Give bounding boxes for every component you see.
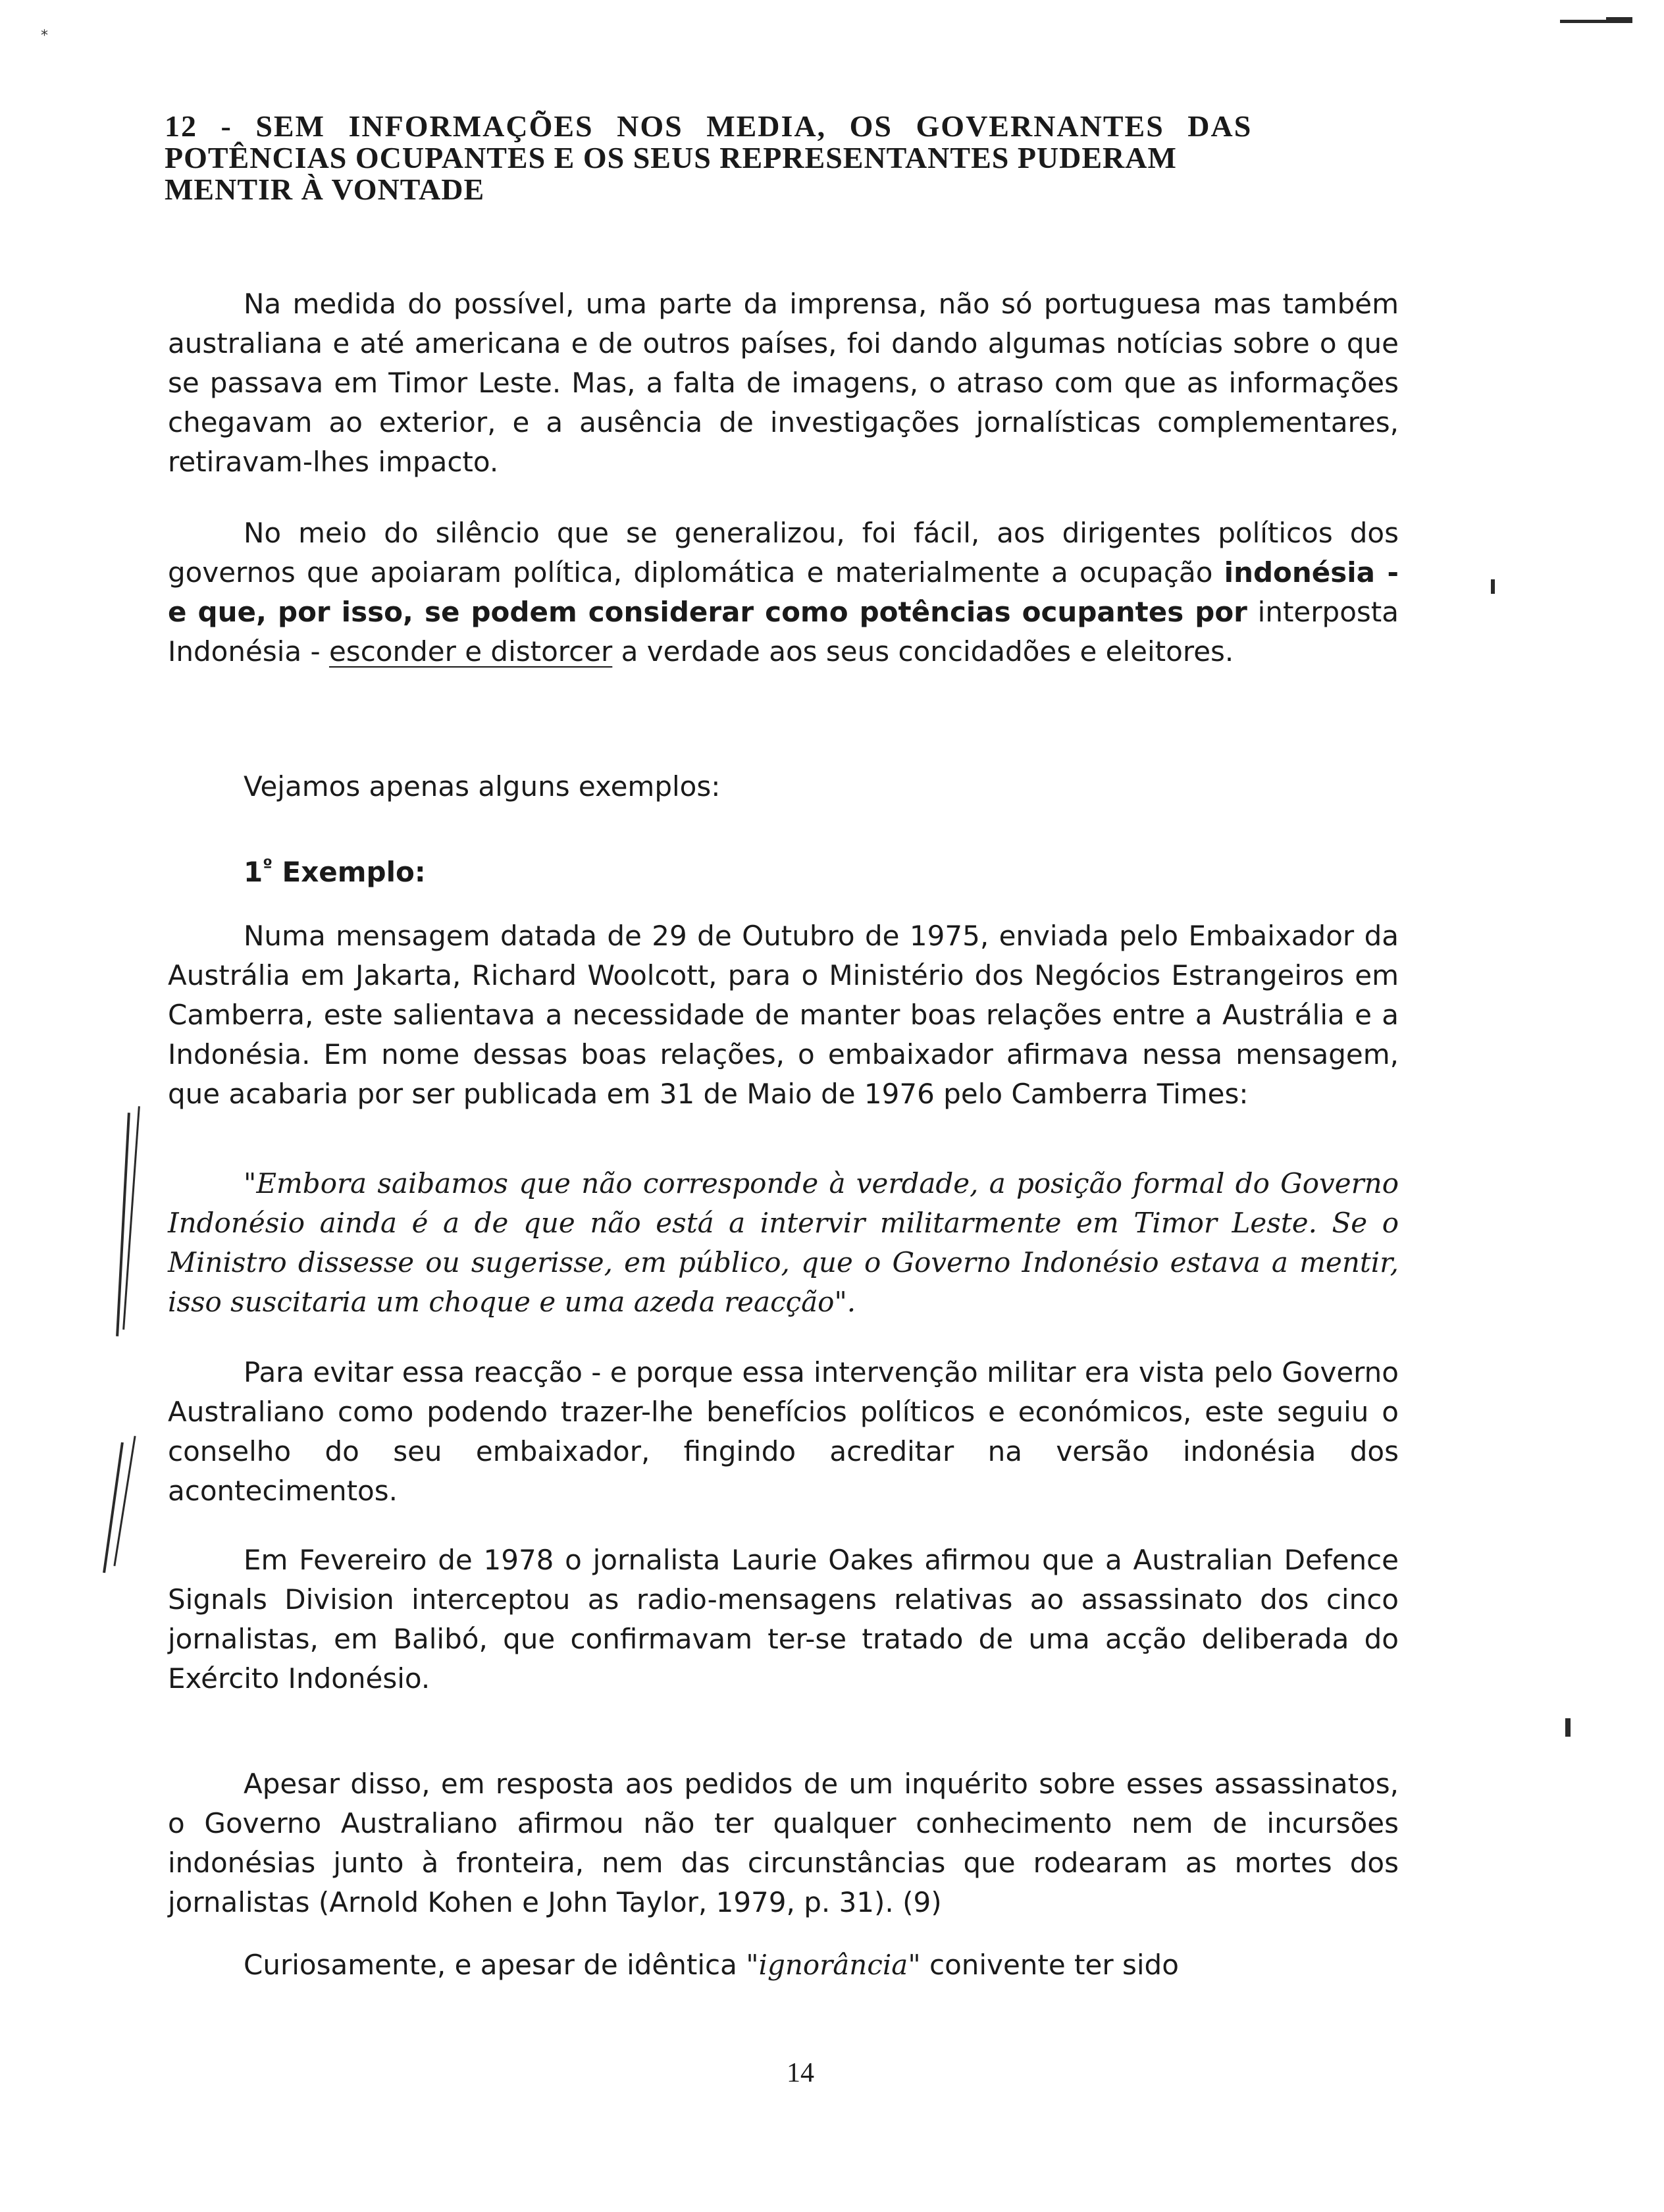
margin-mark-line-4 — [113, 1436, 136, 1566]
quote-block: "Embora saibamos que não corresponde à verdade, a posição formal do Governo Indonésio ainda é a de que não está a intervir militarmente em Timor Leste. Se o Ministro dissesse ou sugerisse, em público, que o Governo Indonésio estava a mentir, isso suscitaria um choque e uma azeda reacção". — [168, 1167, 1399, 1318]
example-heading-ordinal: º — [263, 856, 273, 876]
example-heading-text: Exemplo: — [272, 856, 426, 888]
paragraph-2-end: a verdade aos seus concidadões e eleitores. — [612, 635, 1234, 668]
paragraph-5: Para evitar essa reacção - e porque essa intervenção militar era vista pelo Governo Australiano como podendo trazer-lhe benefícios políticos e económicos, este seguiu o conselho do seu embaixador, fingindo acreditar na versão indonésia dos acontecimentos. — [168, 1356, 1399, 1507]
example-heading — [244, 846, 426, 892]
heading-line-2: POTÊNCIAS OCUPANTES E OS SEUS REPRESENTANTES PUDERAM — [165, 141, 1177, 174]
example-heading-number: 1 — [244, 856, 263, 888]
paragraph-8-end: conivente ter sido — [920, 1949, 1179, 1981]
scan-mark-top-right — [1560, 20, 1606, 23]
section-heading — [165, 111, 1402, 205]
paragraph-8-start: Curiosamente, e apesar de idêntica — [244, 1949, 746, 1981]
scan-mark-right-1 — [1491, 579, 1495, 594]
heading-line-1: 12 - SEM INFORMAÇÕES NOS MEDIA, OS GOVERNANTES DAS — [165, 109, 1253, 143]
paragraph-1: Na medida do possível, uma parte da imprensa, não só portuguesa mas também australiana e até americana e de outros países, foi dando algumas notícias sobre o que se passava em Timor Leste. Mas, a falta de imagens, o atraso com que as informações chegavam ao exterior, e a ausência de investigações jornalísticas complementares, retiravam-lhes impacto. — [168, 288, 1399, 478]
paragraph-4: Numa mensagem datada de 29 de Outubro de 1975, enviada pelo Embaixador da Austrália em Jakarta, Richard Woolcott, para o Ministério dos Negócios Estrangeiros em Camberra, este salientava a necessidade de manter boas relações entre a Austrália e a Indonésia. Em nome dessas boas relações, o embaixador afirmava nessa mensagem, que acabaria por ser publicada em 31 de Maio de 1976 pelo Camberra Times: — [168, 920, 1399, 1110]
paragraph-8 — [168, 1945, 1399, 1985]
paragraph-2-underlined: esconder e distorcer — [328, 635, 613, 668]
margin-mark-line-2 — [122, 1106, 140, 1329]
paragraph-2-bold: indonésia - e que, por isso, se podem considerar como potências ocupantes por — [168, 556, 1399, 628]
paragraph-3: Vejamos apenas alguns exemplos: — [244, 770, 721, 803]
scan-mark-right-2 — [1565, 1718, 1571, 1737]
margin-mark-line-3 — [103, 1442, 124, 1573]
paragraph-2-mid: interposta Indonésia - — [168, 596, 1399, 668]
paragraph-8-italic: "ignorância" — [746, 1949, 921, 1981]
margin-mark-line-1 — [116, 1113, 130, 1336]
heading-line-3: MENTIR À VONTADE — [165, 172, 485, 206]
page-number: 14 — [787, 2058, 814, 2088]
scan-mark-top-right-2 — [1606, 17, 1632, 23]
scan-speck: * — [41, 28, 48, 44]
paragraph-2 — [168, 514, 1399, 672]
paragraph-6: Em Fevereiro de 1978 o jornalista Laurie Oakes afirmou que a Australian Defence Signals Division interceptou as radio-mensagens relativas ao assassinato dos cinco jornalistas, em Balibó, que confirmavam ter-se tratado de uma acção deliberada do Exército Indonésio. — [168, 1544, 1399, 1695]
paragraph-7: Apesar disso, em resposta aos pedidos de um inquérito sobre esses assassinatos, o Governo Australiano afirmou não ter qualquer conhecimento nem de incursões indonésias junto à fronteira, nem das circunstâncias que rodearam as mortes dos jornalistas (Arnold Kohen e John Taylor, 1979, p. 31). (9) — [168, 1768, 1399, 1918]
paragraph-2-start: No meio do silêncio que se generalizou, foi fácil, aos dirigentes políticos dos governos que apoiaram política, diplomática e materialmente a ocupação — [168, 517, 1399, 589]
